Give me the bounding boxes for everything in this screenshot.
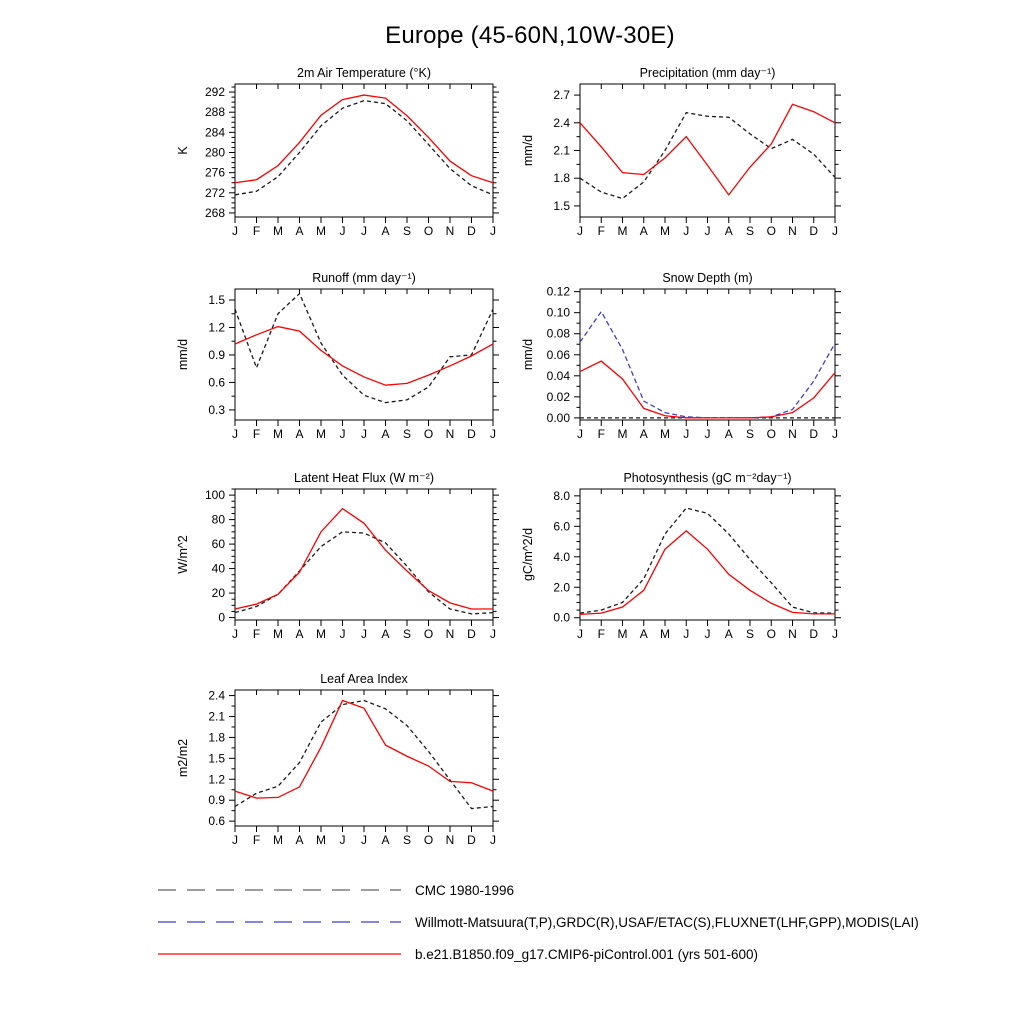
- x-tick-label: J: [232, 627, 238, 641]
- y-tick-label: 1.2: [208, 772, 225, 787]
- x-tick-label: J: [232, 427, 238, 441]
- x-tick-label: J: [490, 627, 496, 641]
- x-tick-label: J: [361, 833, 367, 847]
- x-tick-label: F: [597, 427, 605, 441]
- y-tick-label: 276: [204, 165, 225, 180]
- y-tick-label: 0.04: [546, 368, 570, 383]
- y-axis-label: gC/m^2/d: [521, 527, 535, 582]
- x-tick-label: J: [683, 627, 690, 641]
- x-tick-label: J: [577, 427, 583, 441]
- legend-line-sample-dashed-gray: [157, 884, 403, 896]
- y-axis-label: W/m^2: [176, 535, 190, 574]
- y-axis-label: mm/d: [176, 338, 190, 371]
- y-tick-label: 0.08: [546, 326, 570, 341]
- y-tick-label: 0.02: [546, 389, 570, 404]
- y-tick-label: 0.6: [208, 375, 225, 390]
- x-tick-label: M: [273, 627, 283, 641]
- y-tick-label: 2.0: [553, 580, 570, 595]
- y-tick-label: 2.1: [553, 143, 570, 158]
- panel-title: Precipitation (mm day⁻¹): [639, 66, 776, 80]
- x-tick-label: J: [832, 427, 838, 441]
- x-tick-label: A: [295, 627, 304, 641]
- panel-air-temperature-chart: [135, 62, 511, 251]
- panel-title: Leaf Area Index: [320, 672, 408, 686]
- y-tick-label: 8.0: [553, 488, 570, 503]
- legend-entry: [157, 883, 919, 897]
- x-tick-label: J: [832, 627, 838, 641]
- series-line-model: [580, 531, 835, 614]
- series-line-obs-dashed: [580, 113, 835, 199]
- x-tick-label: M: [617, 224, 628, 238]
- panel-snow-depth-chart: [480, 267, 853, 454]
- x-tick-label: A: [724, 627, 733, 641]
- y-tick-label: 1.8: [553, 171, 570, 186]
- x-tick-label: J: [361, 627, 367, 641]
- panel-title: Snow Depth (m): [662, 271, 753, 285]
- x-tick-label: D: [467, 427, 476, 441]
- y-tick-label: 2.7: [553, 88, 570, 103]
- series-line-model: [580, 361, 835, 418]
- panel-title: 2m Air Temperature (°K): [297, 66, 431, 80]
- y-tick-label: 1.5: [553, 198, 570, 213]
- x-tick-label: J: [232, 833, 238, 847]
- series-line-obs-blue-dashed: [580, 312, 835, 418]
- x-tick-label: M: [273, 833, 283, 847]
- x-tick-label: S: [745, 427, 755, 441]
- y-tick-label: 292: [204, 85, 225, 100]
- x-tick-label: J: [339, 427, 346, 441]
- x-tick-label: M: [316, 627, 326, 641]
- legend: [157, 883, 919, 979]
- x-tick-label: A: [724, 427, 733, 441]
- x-tick-label: J: [339, 833, 346, 847]
- x-tick-label: J: [704, 427, 711, 441]
- x-tick-label: A: [639, 224, 648, 238]
- y-tick-label: 280: [204, 145, 225, 160]
- x-tick-label: N: [445, 224, 455, 238]
- x-tick-label: J: [704, 627, 711, 641]
- legend-label: b.e21.B1850.f09_g17.CMIP6-piControl.001 (yrs 501-600): [415, 946, 758, 962]
- x-tick-label: A: [381, 224, 390, 238]
- plot-frame: [235, 690, 493, 826]
- legend-label: Willmott-Matsuura(T,P),GRDC(R),USAF/ETAC(S),FLUXNET(LHF,GPP),MODIS(LAI): [415, 914, 919, 930]
- x-tick-label: O: [766, 224, 776, 238]
- x-tick-label: S: [745, 224, 755, 238]
- x-tick-label: S: [402, 627, 412, 641]
- x-tick-label: A: [381, 833, 390, 847]
- y-tick-label: 0.06: [546, 347, 570, 362]
- plot-frame: [580, 289, 835, 420]
- x-tick-label: M: [273, 224, 283, 238]
- plot-frame: [580, 489, 835, 620]
- x-tick-label: M: [617, 627, 628, 641]
- x-tick-label: D: [467, 627, 476, 641]
- y-tick-label: 4.0: [553, 549, 570, 564]
- y-axis-label: m2/m2: [176, 738, 190, 778]
- x-tick-label: J: [232, 224, 238, 238]
- series-line-obs-dashed: [235, 700, 493, 808]
- figure-title: Europe (45-60N,10W-30E): [385, 22, 675, 49]
- x-tick-label: O: [423, 224, 434, 238]
- panel-leaf-area-index-chart: [135, 668, 511, 860]
- series-line-model: [235, 95, 493, 183]
- series-line-obs-dashed: [235, 101, 493, 195]
- x-tick-label: D: [467, 224, 476, 238]
- y-axis-label: K: [176, 146, 190, 155]
- series-line-obs-dashed: [580, 508, 835, 613]
- x-tick-label: O: [423, 833, 434, 847]
- x-tick-label: J: [361, 224, 367, 238]
- legend-line-sample-dashed-blue: [157, 916, 403, 928]
- x-tick-label: A: [295, 427, 304, 441]
- x-tick-label: F: [252, 224, 261, 238]
- x-tick-label: O: [766, 627, 776, 641]
- y-tick-label: 1.5: [208, 751, 225, 766]
- x-tick-label: O: [423, 427, 434, 441]
- x-tick-label: J: [490, 224, 496, 238]
- x-tick-label: S: [402, 224, 412, 238]
- x-tick-label: J: [577, 627, 583, 641]
- y-tick-label: 1.2: [208, 320, 225, 335]
- x-tick-label: J: [490, 427, 496, 441]
- x-tick-label: F: [252, 833, 261, 847]
- x-tick-label: A: [381, 627, 390, 641]
- x-tick-label: A: [295, 833, 304, 847]
- x-tick-label: A: [381, 427, 390, 441]
- x-tick-label: J: [683, 224, 690, 238]
- y-tick-label: 20: [211, 586, 225, 601]
- x-tick-label: D: [809, 627, 819, 641]
- legend-entry: [157, 915, 919, 929]
- x-tick-label: J: [361, 427, 367, 441]
- y-tick-label: 0.9: [208, 793, 225, 808]
- x-tick-label: F: [597, 627, 605, 641]
- panel-runoff-chart: [135, 267, 511, 454]
- y-tick-label: 0.9: [208, 347, 225, 362]
- x-tick-label: O: [766, 427, 776, 441]
- x-tick-label: S: [402, 833, 412, 847]
- y-tick-label: 0.6: [208, 814, 225, 829]
- series-line-obs-dashed: [235, 532, 493, 614]
- x-tick-label: J: [704, 224, 711, 238]
- x-tick-label: N: [445, 833, 455, 847]
- x-tick-label: J: [683, 427, 690, 441]
- series-line-model: [235, 700, 493, 798]
- y-tick-label: 2.1: [208, 709, 225, 724]
- y-tick-label: 100: [204, 488, 225, 503]
- plot-frame: [235, 84, 493, 217]
- x-tick-label: F: [252, 627, 261, 641]
- x-tick-label: S: [402, 427, 412, 441]
- panel-title: Latent Heat Flux (W m⁻²): [294, 471, 434, 485]
- y-tick-label: 0.10: [546, 305, 570, 320]
- y-tick-label: 2.4: [553, 115, 570, 130]
- y-tick-label: 2.4: [208, 688, 225, 703]
- panel-photosynthesis-chart: [480, 467, 853, 654]
- x-tick-label: D: [467, 833, 476, 847]
- x-tick-label: M: [273, 427, 283, 441]
- x-tick-label: M: [660, 427, 670, 441]
- y-tick-label: 272: [204, 185, 225, 200]
- x-tick-label: A: [639, 427, 648, 441]
- x-tick-label: A: [295, 224, 304, 238]
- x-tick-label: M: [617, 427, 628, 441]
- y-tick-label: 1.5: [208, 292, 225, 307]
- y-tick-label: 0.00: [546, 410, 570, 425]
- x-tick-label: M: [316, 224, 326, 238]
- x-tick-label: J: [339, 627, 346, 641]
- y-tick-label: 0.0: [553, 610, 570, 625]
- y-tick-label: 0.3: [208, 402, 225, 417]
- series-line-model: [235, 509, 493, 609]
- x-tick-label: N: [788, 627, 797, 641]
- x-tick-label: M: [660, 224, 670, 238]
- x-tick-label: N: [788, 427, 797, 441]
- panel-latent-heat-flux-chart: [135, 467, 511, 654]
- series-line-model: [580, 104, 835, 195]
- legend-entry: [157, 947, 919, 961]
- series-line-model: [235, 327, 493, 386]
- panel-precipitation-chart: [480, 62, 853, 251]
- y-tick-label: 288: [204, 105, 225, 120]
- y-tick-label: 268: [204, 205, 225, 220]
- panel-title: Photosynthesis (gC m⁻²day⁻¹): [623, 471, 792, 485]
- x-tick-label: N: [445, 427, 455, 441]
- plot-frame: [235, 289, 493, 420]
- series-line-obs-dashed: [235, 294, 493, 403]
- x-tick-label: M: [316, 833, 326, 847]
- x-tick-label: S: [745, 627, 755, 641]
- x-tick-label: N: [445, 627, 455, 641]
- x-tick-label: O: [423, 627, 434, 641]
- x-tick-label: J: [339, 224, 346, 238]
- y-tick-label: 284: [204, 125, 225, 140]
- y-axis-label: mm/d: [521, 134, 535, 167]
- y-tick-label: 6.0: [553, 519, 570, 534]
- y-tick-label: 80: [211, 512, 225, 527]
- y-tick-label: 60: [211, 537, 225, 552]
- x-tick-label: D: [809, 224, 819, 238]
- x-tick-label: F: [252, 427, 261, 441]
- x-tick-label: J: [577, 224, 583, 238]
- x-tick-label: M: [660, 627, 670, 641]
- x-tick-label: F: [597, 224, 605, 238]
- x-tick-label: A: [639, 627, 648, 641]
- x-tick-label: D: [809, 427, 819, 441]
- plot-frame: [235, 489, 493, 620]
- y-tick-label: 40: [211, 561, 225, 576]
- x-tick-label: J: [832, 224, 838, 238]
- y-tick-label: 1.8: [208, 730, 225, 745]
- x-tick-label: N: [788, 224, 797, 238]
- x-tick-label: A: [724, 224, 733, 238]
- panel-title: Runoff (mm day⁻¹): [312, 271, 416, 285]
- legend-label: CMC 1980-1996: [415, 882, 515, 898]
- x-tick-label: J: [490, 833, 496, 847]
- x-tick-label: M: [316, 427, 326, 441]
- y-tick-label: 0: [218, 610, 225, 625]
- y-tick-label: 0.12: [546, 284, 570, 299]
- y-axis-label: mm/d: [521, 338, 535, 371]
- legend-line-sample-solid-red: [157, 948, 403, 960]
